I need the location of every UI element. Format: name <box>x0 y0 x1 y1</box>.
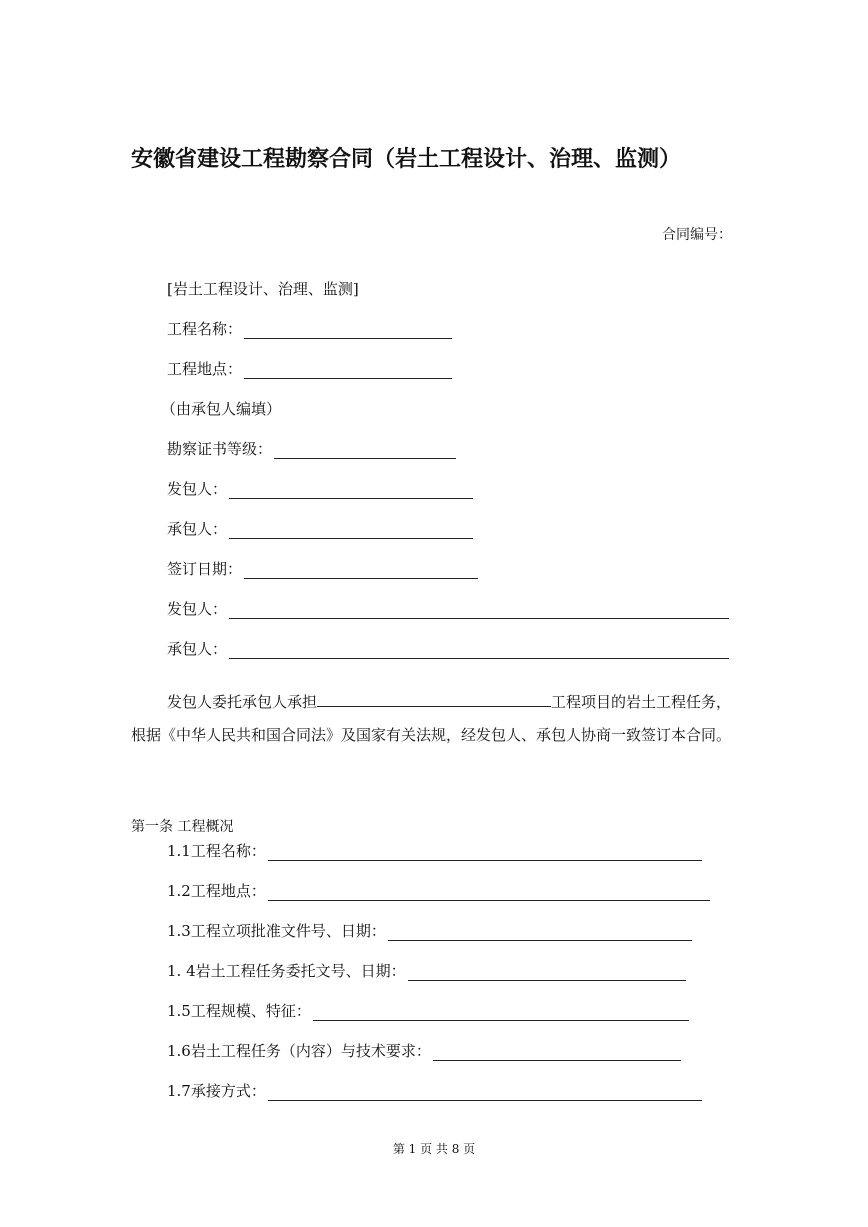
employer-sign-field <box>167 598 729 619</box>
item-approval-document <box>167 920 692 941</box>
field-label: 签订日期： <box>167 560 243 578</box>
intro-text-2: 工程项目的岩土工程任务，根据《中华人民共和国合同法》及国家有关法规，经发包人、承包人协商一致签订本合同。 <box>131 693 732 744</box>
fill-blank[interactable] <box>268 886 710 901</box>
field-label: 发包人： <box>167 480 228 498</box>
contractor-field <box>167 518 473 539</box>
field-label: 工程地点： <box>167 360 243 378</box>
certificate-grade-field <box>167 438 456 459</box>
fill-blank[interactable] <box>229 484 473 499</box>
fill-blank[interactable] <box>229 644 729 659</box>
item-project-location <box>167 880 710 901</box>
field-label: 发包人： <box>167 600 228 618</box>
page-footer: 第 1 页 共 8 页 <box>392 1142 476 1156</box>
field-label: 勘察证书等级： <box>167 440 273 458</box>
item-label: 1.1工程名称： <box>167 842 266 860</box>
item-label: 1.2工程地点： <box>167 882 266 900</box>
item-contract-method <box>167 1080 702 1101</box>
item-task-requirements <box>167 1040 681 1061</box>
fill-blank[interactable] <box>244 364 452 379</box>
field-label: 承包人： <box>167 520 228 538</box>
signing-date-field <box>167 558 478 579</box>
item-commission-document <box>167 960 686 981</box>
page-title: 安徽省建设工程勘察合同（岩土工程设计、治理、监测） <box>131 147 682 172</box>
item-label: 1. 4岩土工程任务委托文号、日期： <box>167 962 406 980</box>
intro-text-1: 发包人委托承包人承担 <box>167 693 318 711</box>
project-name-field <box>167 318 452 339</box>
fill-blank[interactable] <box>244 564 478 579</box>
contract-subtitle: [岩土工程设计、治理、监测] <box>167 280 359 298</box>
section-heading: 第一条 工程概况 <box>131 819 234 835</box>
item-label: 1.6岩土工程任务（内容）与技术要求： <box>167 1042 431 1060</box>
field-label: 工程名称： <box>167 320 243 338</box>
item-label: 1.5工程规模、特征： <box>167 1002 311 1020</box>
fill-blank[interactable] <box>313 1006 689 1021</box>
fill-blank[interactable] <box>433 1046 681 1061</box>
contractor-fill-note: （由承包人编填） <box>161 400 282 418</box>
item-label: 1.7承接方式： <box>167 1082 266 1100</box>
fill-blank[interactable] <box>408 966 686 981</box>
field-label: 承包人： <box>167 640 228 658</box>
fill-blank[interactable] <box>268 846 702 861</box>
fill-blank[interactable] <box>274 444 456 459</box>
item-project-name <box>167 840 702 861</box>
employer-field <box>167 478 473 499</box>
item-project-scale <box>167 1000 689 1021</box>
fill-blank[interactable] <box>229 524 473 539</box>
project-blank[interactable] <box>317 692 551 707</box>
project-location-field <box>167 358 452 379</box>
fill-blank[interactable] <box>268 1086 702 1101</box>
contract-number-label: 合同编号： <box>662 227 732 243</box>
intro-paragraph <box>131 686 737 752</box>
contractor-sign-field <box>167 638 729 659</box>
fill-blank[interactable] <box>229 604 729 619</box>
fill-blank[interactable] <box>244 324 452 339</box>
item-label: 1.3工程立项批准文件号、日期： <box>167 922 386 940</box>
fill-blank[interactable] <box>388 926 692 941</box>
